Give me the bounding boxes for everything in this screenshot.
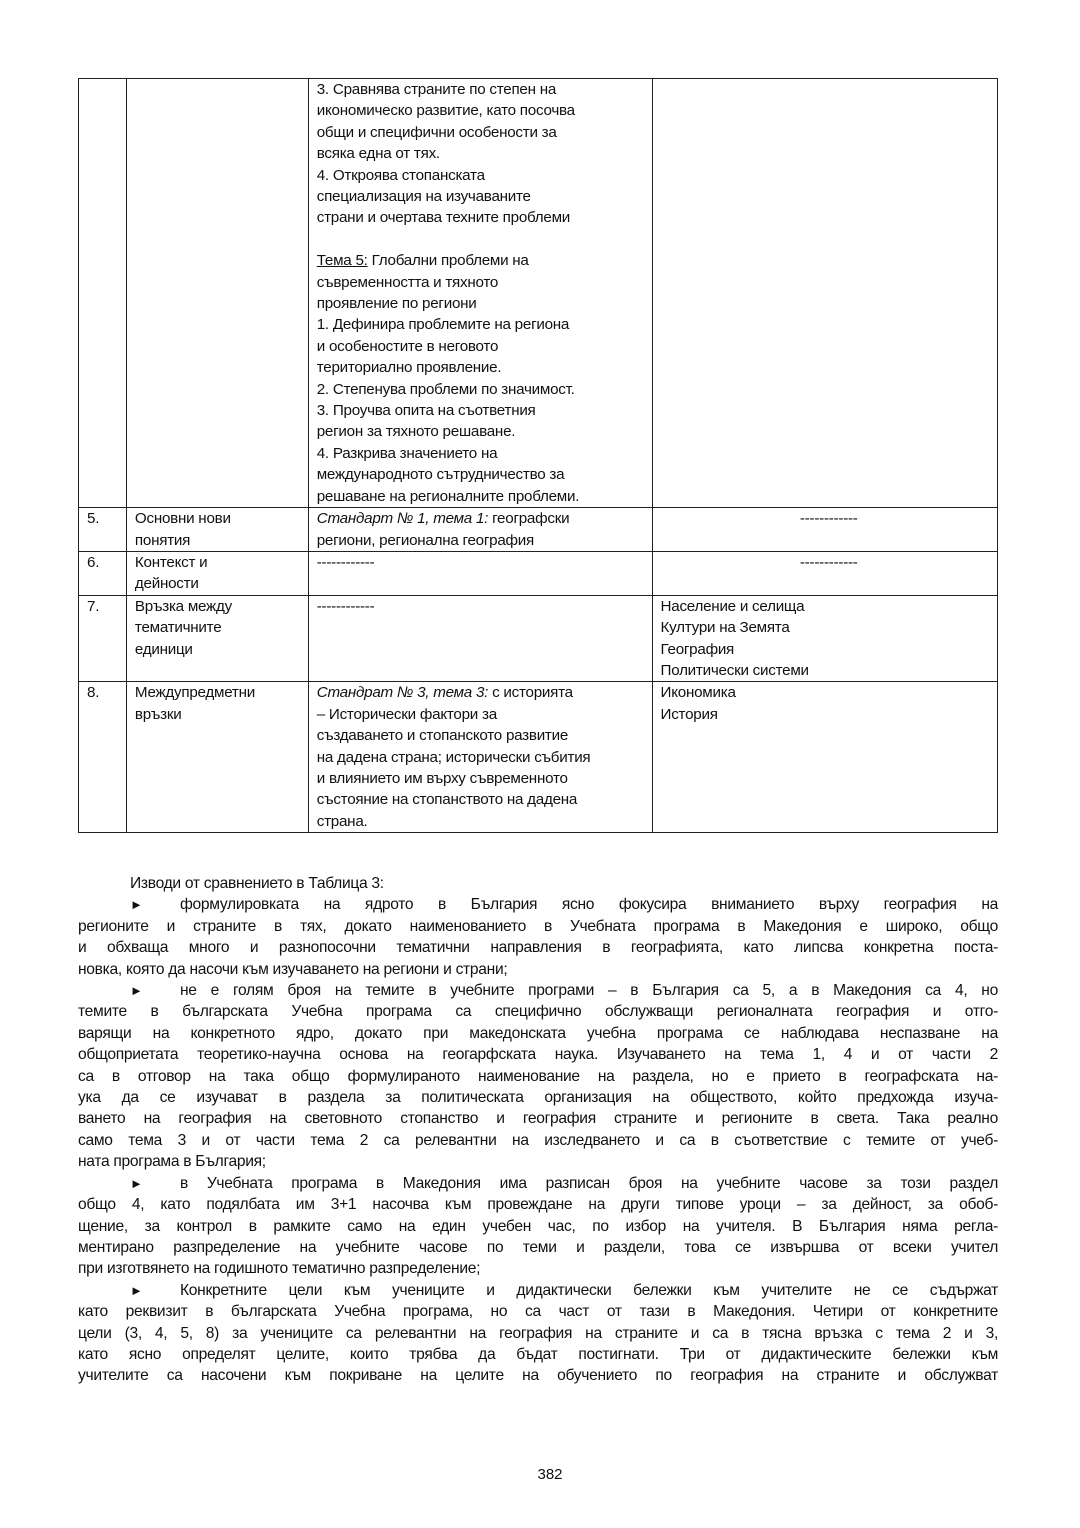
line-text: Конкретните цели към учениците и дидактически бележки към учителите не се съдържат [180,1281,998,1299]
bulgaria-cell [308,551,652,595]
criterion-label: тематичните [134,619,222,637]
cell-text: История [660,705,718,723]
cell-line [661,596,997,617]
line-text: общо 4, като подялбата им 3+1 насочва към провеждане на други типове уроци – за дейност, за обоб- [78,1196,998,1214]
cell-text: и влиянието им върху съвременното [316,769,568,787]
cell-text: и особеностите в неговото [316,337,499,355]
bullet-pointer-icon: ► [130,1175,143,1191]
criterion-label: връзки [134,705,182,723]
row-number: 8. [87,684,100,702]
cell-line [317,725,652,746]
cell-line [317,747,652,768]
cell-text: международното сътрудничество за [316,466,565,484]
cell-line [317,100,652,121]
line-text: новка, която да насочи към изучаването на региони и страни; [78,960,508,978]
cell-line [317,443,652,464]
paragraph [78,980,998,1173]
cell-text: на дадена страна; исторически събития [316,748,591,766]
cell-line [317,165,652,186]
cell-line [317,464,652,485]
row-number-cell [79,595,127,682]
line-text: са в отговор на така общо формулираното наименование на раздела, но е прието в географската на- [78,1067,998,1085]
cell-text: Политически системи [660,661,809,679]
cell-text: с историята [488,684,573,702]
cell-text: 3. Сравнява страните по степен на [316,81,557,98]
line-text: не е голям броя на темите в учебните програми – в България са 5, а в Македония са 4, но [180,982,998,1000]
line-text: Изводи от сравнението в Таблица 3: [130,875,384,892]
line-text: ментирано разпределение на учебните часове по теми и раздели, това се извършва от всеки учител [78,1238,998,1256]
cell-text: Глобални проблеми на [367,252,529,270]
cell-text: географски [488,510,570,528]
macedonia-cell [652,79,997,508]
cell-text: ------------ [799,510,858,528]
conclusions-text [78,873,998,1387]
cell-line [661,508,997,529]
paragraph-line [78,1108,998,1129]
criterion-cell [126,682,308,833]
cell-text: специализация на изучаваните [316,188,531,206]
criterion-label: Връзка между [134,597,232,615]
row-number-cell [79,79,127,508]
line-text: ването на география на световното стопанство и география страните и регионите в света. Така реално [78,1110,998,1128]
criterion-cell [126,595,308,682]
paragraph-line [78,1151,998,1172]
cell-line [317,314,652,335]
paragraph-line [78,1087,998,1108]
cell-line [317,207,652,228]
paragraph-line [78,1280,998,1301]
paragraph-line [78,1130,998,1151]
criterion-label: Основни нови [134,510,231,528]
cell-text: 1. Дефинира проблемите на региона [316,316,570,334]
cell-text: състояние на стопанството на дадена [316,791,578,809]
line-text: като реквизит в българската Учебна програма, но са част от тази в Македония. Четири от конкретните [78,1303,998,1321]
table-row [79,508,998,552]
cell-text: 2. Степенува проблеми по значимост. [316,380,575,398]
page-number: 382 [537,1466,563,1483]
paragraph-line [78,873,998,894]
row-number: 7. [87,597,100,615]
cell-text: – Исторически фактори за [316,705,497,723]
cell-line [317,122,652,143]
paragraph-line [78,1323,998,1344]
criterion-cell [126,551,308,595]
cell-line [661,660,997,681]
line-text: формулировката на ядрото в България ясно фокусира вниманието върху география на [180,896,998,914]
line-text: ука да се изучават в раздела за политическата организация на обществото, който предхожда изуча- [78,1089,998,1107]
cell-line [317,293,652,314]
cell-text: региони, регионална география [316,531,535,549]
macedonia-cell [652,595,997,682]
cell-text: регион за тяхното решаване. [316,423,516,441]
cell-text: ------------ [799,553,858,571]
criterion-label: дейности [134,575,199,593]
cell-line [317,486,652,507]
cell-text: ------------ [316,597,375,615]
paragraph [78,873,998,894]
paragraph-line [78,1258,998,1279]
paragraph [78,1280,998,1387]
standard-reference: Стандрат № 3, тема 3: [316,684,489,702]
line-text: само тема 3 и от части тема 2 са релевантни на изследването и са в съответствие с темите от учеб- [78,1131,998,1149]
cell-text: Култури на Земята [660,619,790,637]
cell-line [317,682,652,703]
cell-line [317,596,652,617]
paragraph-line [78,937,998,958]
line-text: цели (3, 4, 5, 8) за учениците са релевантни на география на страните и са в тясна връзка с тема 2 и 3, [78,1324,998,1342]
paragraph-line [78,1044,998,1065]
cell-text: страна. [316,812,368,830]
standard-reference: Стандарт № 1, тема 1: [316,510,489,528]
bulgaria-cell [308,595,652,682]
cell-text: териториално проявление. [316,359,502,377]
comparison-table [78,78,998,833]
cell-text: География [660,640,735,658]
macedonia-cell [652,508,997,552]
line-text: като ясно определят целите, които трябва да бъдат постигнати. Три от дидактическите бележки към [78,1345,998,1363]
line-text: в Учебната програма в Македония има разписан броя на учебните часове за този раздел [180,1174,998,1192]
line-text: варящи на конкретното ядро, докато при македонската учебна програма се наблюдава неспазване на [78,1024,998,1042]
line-text: при изготвянето на годишното тематично разпределение; [78,1260,481,1278]
bullet-pointer-icon: ► [130,983,143,999]
cell-text: страни и очертава техните проблеми [316,209,571,227]
line-text: темите в българската Учебна програма са специфично обслужващи регионалната география и отго- [78,1003,998,1021]
criterion-label: единици [134,640,193,658]
cell-text: общи и специфични особености за [316,123,557,141]
paragraph-line [78,894,998,915]
paragraph-line [78,1001,998,1022]
criterion-label: Междупредметни [134,684,255,702]
cell-line [317,357,652,378]
paragraph-line [78,980,998,1001]
cell-text: Население и селища [660,597,805,615]
cell-text: всяка една от тях. [316,145,440,163]
cell-line [317,143,652,164]
paragraph [78,1173,998,1280]
paragraph-line [78,1344,998,1365]
paragraph-line [78,959,998,980]
cell-text: Икономика [660,684,736,702]
cell-line [317,79,652,100]
table-row [79,682,998,833]
cell-text: решаване на регионалните проблеми. [316,487,580,505]
cell-line [661,682,997,703]
cell-line [317,379,652,400]
criterion-cell [126,508,308,552]
cell-line [317,530,652,551]
cell-line [317,552,652,573]
cell-text: проявление по региони [316,295,477,313]
cell-line [317,421,652,442]
macedonia-cell [652,551,997,595]
cell-text: икономическо развитие, като посочва [316,102,575,120]
cell-text: съвременността и тяхното [316,273,499,291]
paragraph-line [78,1173,998,1194]
topic-label: Тема 5: [316,252,368,270]
cell-line [317,508,652,529]
table-row [79,551,998,595]
paragraph-line [78,1237,998,1258]
bulgaria-cell [308,79,652,508]
cell-line [661,704,997,725]
line-text: ната програма в България; [78,1153,266,1171]
criterion-cell [126,79,308,508]
cell-line [317,250,652,271]
paragraph-line [78,1194,998,1215]
row-number-cell [79,508,127,552]
line-text: общоприетата теоретико-научна основа на геогарфската наука. Изучаването на тема 1, 4 и от части 2 [78,1046,998,1064]
cell-line [661,617,997,638]
cell-line [317,272,652,293]
cell-text: създаването и стопанското развитие [316,727,569,745]
cell-text: 4. Откроява стопанската [316,166,485,184]
bullet-pointer-icon: ► [130,1282,143,1298]
table-row [79,79,998,508]
cell-line [661,639,997,660]
row-number-cell [79,551,127,595]
bulgaria-cell [308,508,652,552]
cell-line [317,229,652,250]
cell-text: ------------ [316,553,375,571]
cell-text: 3. Проучва опита на съответния [316,402,536,420]
paragraph-line [78,1023,998,1044]
paragraph-line [78,1066,998,1087]
row-number-cell [79,682,127,833]
cell-line [317,336,652,357]
cell-line [317,400,652,421]
cell-line [317,186,652,207]
cell-line [317,811,652,832]
paragraph-line [78,1216,998,1237]
line-text: регионите и страните в тях, докато наименованието в Учебната програма в Македония е широко, общо [78,917,998,935]
row-number: 6. [87,553,100,571]
row-number: 5. [87,510,100,528]
paragraph-line [78,1301,998,1322]
cell-line [317,789,652,810]
macedonia-cell [652,682,997,833]
cell-text: 4. Разкрива значението на [316,444,498,462]
bullet-pointer-icon: ► [130,897,143,913]
table-row [79,595,998,682]
paragraph-line [78,1365,998,1386]
cell-line [317,768,652,789]
criterion-label: понятия [134,531,191,549]
cell-line [317,704,652,725]
line-text: учителите са насочени към покриване на целите на обучението по география на страните и обслужват [78,1367,998,1385]
paragraph [78,894,998,980]
cell-line [661,552,997,573]
line-text: щение, за контрол в рамките само на един учебен час, по избор на учителя. В България няма регла- [78,1217,998,1235]
paragraph-line [78,916,998,937]
bulgaria-cell [308,682,652,833]
line-text: и обхваща много и разнопосочни тематични направления в географията, като липсва конкретна поста- [78,939,998,957]
criterion-label: Контекст и [134,553,208,571]
